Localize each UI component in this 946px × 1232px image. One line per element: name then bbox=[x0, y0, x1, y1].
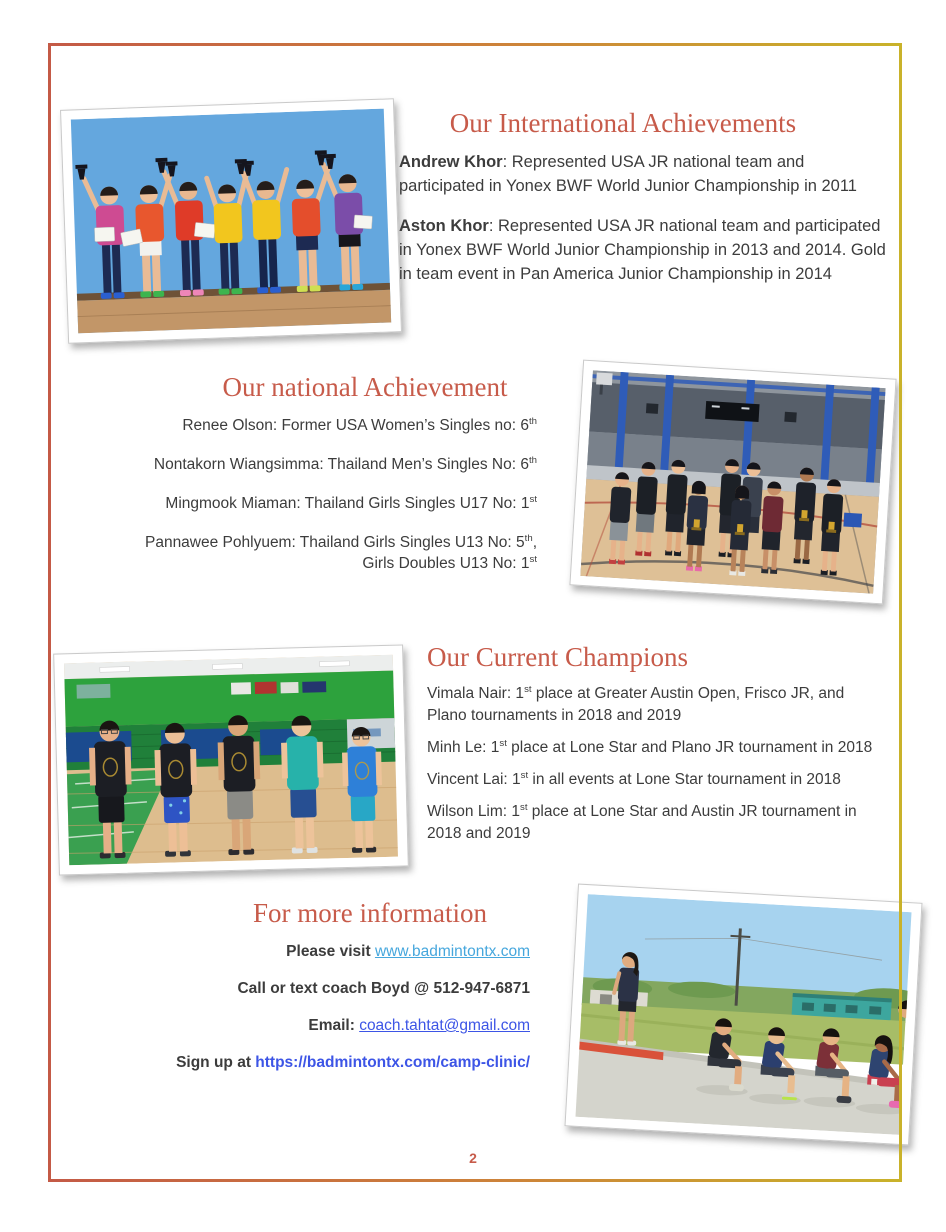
text-run: Pannawee Pohlyuem: Thailand Girls Singles U13 No: 5 bbox=[144, 534, 525, 551]
list-item bbox=[110, 1016, 530, 1036]
ordinal-superscript: th bbox=[528, 415, 537, 427]
ordinal-superscript: th bbox=[528, 454, 537, 466]
text-run: in Yonex BWF World Junior Championship in 2013 and 2014. Gold bbox=[399, 241, 886, 259]
text-run: Andrew Khor bbox=[399, 153, 503, 171]
national-title: Our national Achievement bbox=[222, 372, 508, 402]
ordinal-superscript: st bbox=[524, 683, 532, 695]
list-item bbox=[110, 1053, 530, 1073]
list-item bbox=[427, 737, 912, 759]
photo-gym-team-illustration bbox=[580, 370, 886, 594]
international-title: Our International Achievements bbox=[449, 108, 797, 138]
text-run: Nontakorn Wiangsimma: Thailand Men’s Singles No: 6 bbox=[153, 456, 529, 473]
ordinal-superscript: st bbox=[499, 737, 507, 749]
photo-gym-team bbox=[569, 360, 896, 605]
photo-outdoor-break bbox=[564, 884, 922, 1146]
info-items bbox=[110, 942, 530, 1073]
photo-five-boys bbox=[53, 644, 409, 875]
text-run: Renee Olson: Former USA Women’s Singles no: 6 bbox=[182, 417, 529, 434]
text-run: Please visit bbox=[286, 943, 375, 960]
text-run: Email: bbox=[308, 1017, 360, 1034]
section-international-achievements bbox=[399, 108, 905, 302]
text-run: in all events at Lone Star tournament in 2018 bbox=[528, 771, 841, 788]
text-run: place at Lone Star and Austin JR tournament in bbox=[527, 803, 857, 820]
champions-items bbox=[427, 683, 912, 845]
photo-outdoor-break-illustration bbox=[575, 894, 912, 1135]
text-run: Plano tournaments in 2018 and 2019 bbox=[427, 707, 682, 724]
list-item bbox=[399, 214, 905, 286]
list-item bbox=[427, 683, 912, 727]
ordinal-superscript: st bbox=[529, 553, 537, 565]
section-national-achievement bbox=[118, 372, 537, 592]
ordinal-superscript: st bbox=[529, 493, 537, 505]
text-run: : Represented USA JR national team and participated bbox=[488, 217, 881, 235]
text-run: participated in Yonex BWF World Junior Championship in 2011 bbox=[399, 177, 857, 195]
text-run: Wilson Lim: 1 bbox=[427, 803, 521, 820]
text-run: in team event in Pan America Junior Championship in 2014 bbox=[399, 265, 832, 283]
text-run: 2018 and 2019 bbox=[427, 825, 531, 842]
ordinal-superscript: st bbox=[520, 769, 529, 781]
text-run: Sign up at bbox=[176, 1054, 256, 1071]
list-item bbox=[118, 415, 537, 436]
international-items bbox=[399, 150, 905, 286]
photo-girls-trophies bbox=[60, 98, 402, 344]
camp-clinic-signup-link[interactable]: https://badmintontx.com/camp-clinic/ bbox=[255, 1054, 530, 1071]
text-run: Minh Le: 1 bbox=[427, 739, 500, 756]
text-run: , bbox=[532, 534, 537, 551]
list-item bbox=[427, 769, 912, 791]
text-run: place at Lone Star and Plano JR tournament in 2018 bbox=[506, 739, 873, 756]
champions-title: Our Current Champions bbox=[427, 642, 688, 672]
text-run: Vimala Nair: 1 bbox=[427, 685, 525, 702]
list-item bbox=[118, 532, 537, 574]
text-run: Call or text coach Boyd @ 512-947-6871 bbox=[237, 980, 530, 997]
list-item bbox=[399, 150, 905, 198]
info-title: For more information bbox=[253, 898, 487, 928]
ordinal-superscript: th bbox=[524, 532, 533, 544]
national-items bbox=[118, 415, 537, 574]
badmintontx-website-link[interactable]: www.badmintontx.com bbox=[374, 943, 530, 960]
photo-five-boys-illustration bbox=[63, 655, 398, 866]
section-more-information bbox=[110, 898, 530, 1090]
text-run: Girls Doubles U13 No: 1 bbox=[362, 555, 530, 572]
list-item bbox=[118, 454, 537, 475]
photo-girls-trophies-illustration bbox=[70, 109, 391, 334]
text-run: Mingmook Miaman: Thailand Girls Singles U17 No: 1 bbox=[165, 495, 530, 512]
text-run: place at Greater Austin Open, Frisco JR, and bbox=[531, 685, 845, 702]
list-item bbox=[110, 979, 530, 999]
coach-email-link[interactable]: coach.tahtat@gmail.com bbox=[359, 1017, 530, 1034]
list-item bbox=[427, 801, 912, 845]
text-run: Vincent Lai: 1 bbox=[427, 771, 521, 788]
list-item bbox=[118, 493, 537, 514]
page-number: 2 bbox=[469, 1150, 477, 1166]
text-run: Aston Khor bbox=[399, 217, 489, 235]
ordinal-superscript: st bbox=[520, 801, 528, 813]
text-run: : Represented USA JR national team and bbox=[502, 153, 805, 171]
list-item bbox=[110, 942, 530, 962]
section-current-champions bbox=[427, 642, 912, 855]
